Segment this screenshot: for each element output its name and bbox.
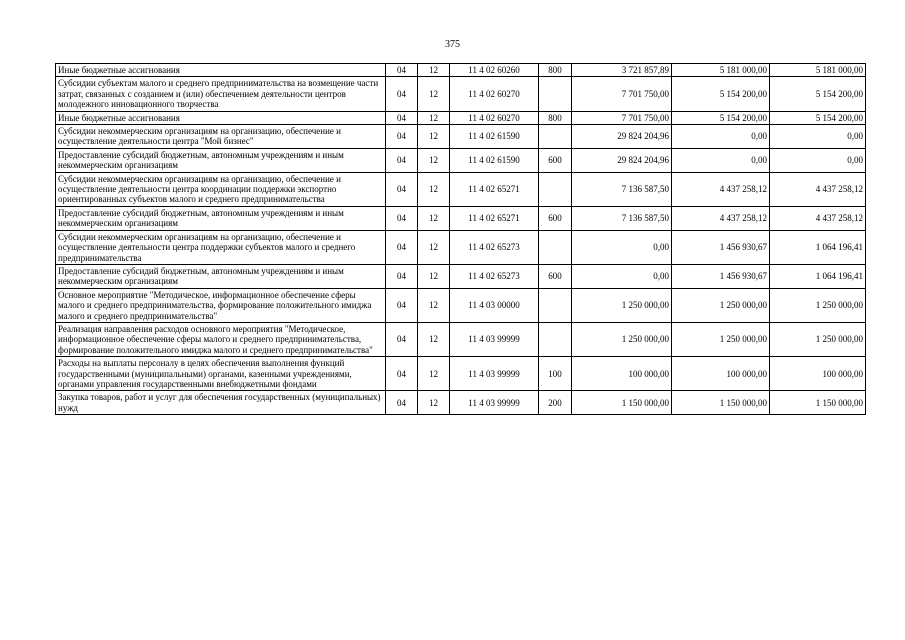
expense-name-cell: Иные бюджетные ассигнования	[56, 111, 386, 124]
expense-name-cell: Субсидии некоммерческим организациям на организацию, обеспечение и осуществление деятельности центра поддержки субъектов малого и среднего предпринимательства	[56, 230, 386, 264]
expense-type-code-cell	[539, 77, 572, 111]
expense-type-code-cell: 800	[539, 64, 572, 77]
table-row	[56, 264, 866, 288]
amount-year3-cell: 0,00	[770, 148, 866, 172]
amount-year1-cell: 1 250 000,00	[572, 322, 672, 356]
amount-year2-cell: 1 456 930,67	[672, 264, 770, 288]
table-row	[56, 206, 866, 230]
section-code-cell: 04	[386, 206, 418, 230]
expense-type-code-cell: 800	[539, 111, 572, 124]
target-item-code-cell: 11 4 02 65273	[450, 264, 539, 288]
amount-year1-cell: 29 824 204,96	[572, 125, 672, 149]
amount-year1-cell: 100 000,00	[572, 357, 672, 391]
amount-year2-cell: 100 000,00	[672, 357, 770, 391]
subsection-code-cell: 12	[418, 125, 450, 149]
section-code-cell: 04	[386, 391, 418, 415]
table-row	[56, 391, 866, 415]
expense-name-cell: Основное мероприятие "Методическое, информационное обеспечение сферы малого и среднего предпринимательства, формирование положительного имиджа малого и среднего предпринимательства"	[56, 288, 386, 322]
amount-year2-cell: 5 154 200,00	[672, 77, 770, 111]
target-item-code-cell: 11 4 02 65271	[450, 206, 539, 230]
expense-type-code-cell	[539, 172, 572, 206]
expense-type-code-cell: 100	[539, 357, 572, 391]
table-row	[56, 64, 866, 77]
amount-year1-cell: 7 136 587,50	[572, 206, 672, 230]
target-item-code-cell: 11 4 02 60270	[450, 77, 539, 111]
section-code-cell: 04	[386, 322, 418, 356]
expense-type-code-cell: 600	[539, 264, 572, 288]
amount-year2-cell: 1 250 000,00	[672, 322, 770, 356]
table-body	[56, 64, 866, 415]
target-item-code-cell: 11 4 03 99999	[450, 322, 539, 356]
table-row	[56, 148, 866, 172]
target-item-code-cell: 11 4 02 60270	[450, 111, 539, 124]
amount-year2-cell: 5 181 000,00	[672, 64, 770, 77]
expense-type-code-cell	[539, 230, 572, 264]
amount-year3-cell: 4 437 258,12	[770, 206, 866, 230]
expense-name-cell: Реализация направления расходов основного мероприятия "Методическое, информационное обеспечение сферы малого и среднего предпринимательства, формирование положительного имиджа малого и среднего предпринимательства"	[56, 322, 386, 356]
amount-year1-cell: 0,00	[572, 264, 672, 288]
subsection-code-cell: 12	[418, 288, 450, 322]
amount-year3-cell: 0,00	[770, 125, 866, 149]
section-code-cell: 04	[386, 172, 418, 206]
target-item-code-cell: 11 4 02 65273	[450, 230, 539, 264]
expense-name-cell: Предоставление субсидий бюджетным, автономным учреждениям и иным некоммерческим организациям	[56, 206, 386, 230]
expense-type-code-cell: 200	[539, 391, 572, 415]
section-code-cell: 04	[386, 125, 418, 149]
expense-type-code-cell	[539, 125, 572, 149]
amount-year1-cell: 1 150 000,00	[572, 391, 672, 415]
subsection-code-cell: 12	[418, 264, 450, 288]
amount-year3-cell: 1 150 000,00	[770, 391, 866, 415]
amount-year2-cell: 1 250 000,00	[672, 288, 770, 322]
expense-name-cell: Закупка товаров, работ и услуг для обеспечения государственных (муниципальных) нужд	[56, 391, 386, 415]
amount-year2-cell: 4 437 258,12	[672, 206, 770, 230]
amount-year3-cell: 100 000,00	[770, 357, 866, 391]
expense-name-cell: Субсидии некоммерческим организациям на организацию, обеспечение и осуществление деятельности центра "Мой бизнес"	[56, 125, 386, 149]
section-code-cell: 04	[386, 230, 418, 264]
subsection-code-cell: 12	[418, 148, 450, 172]
table-row	[56, 288, 866, 322]
target-item-code-cell: 11 4 03 99999	[450, 357, 539, 391]
amount-year2-cell: 1 150 000,00	[672, 391, 770, 415]
amount-year2-cell: 5 154 200,00	[672, 111, 770, 124]
amount-year1-cell: 3 721 857,89	[572, 64, 672, 77]
table-row	[56, 172, 866, 206]
amount-year1-cell: 0,00	[572, 230, 672, 264]
subsection-code-cell: 12	[418, 172, 450, 206]
subsection-code-cell: 12	[418, 322, 450, 356]
expense-name-cell: Предоставление субсидий бюджетным, автономным учреждениям и иным некоммерческим организациям	[56, 264, 386, 288]
expense-name-cell: Иные бюджетные ассигнования	[56, 64, 386, 77]
subsection-code-cell: 12	[418, 357, 450, 391]
amount-year2-cell: 4 437 258,12	[672, 172, 770, 206]
amount-year3-cell: 1 064 196,41	[770, 230, 866, 264]
section-code-cell: 04	[386, 264, 418, 288]
section-code-cell: 04	[386, 77, 418, 111]
amount-year1-cell: 7 701 750,00	[572, 111, 672, 124]
expense-type-code-cell: 600	[539, 148, 572, 172]
amount-year2-cell: 0,00	[672, 125, 770, 149]
budget-table	[55, 63, 866, 415]
amount-year1-cell: 29 824 204,96	[572, 148, 672, 172]
table-row	[56, 111, 866, 124]
section-code-cell: 04	[386, 111, 418, 124]
subsection-code-cell: 12	[418, 206, 450, 230]
expense-name-cell: Предоставление субсидий бюджетным, автономным учреждениям и иным некоммерческим организациям	[56, 148, 386, 172]
target-item-code-cell: 11 4 02 65271	[450, 172, 539, 206]
section-code-cell: 04	[386, 288, 418, 322]
expense-type-code-cell: 600	[539, 206, 572, 230]
target-item-code-cell: 11 4 02 60260	[450, 64, 539, 77]
table-row	[56, 125, 866, 149]
amount-year3-cell: 5 154 200,00	[770, 77, 866, 111]
target-item-code-cell: 11 4 02 61590	[450, 148, 539, 172]
amount-year1-cell: 7 701 750,00	[572, 77, 672, 111]
page-number: 375	[445, 39, 460, 50]
section-code-cell: 04	[386, 357, 418, 391]
expense-name-cell: Субсидии субъектам малого и среднего предпринимательства на возмещение части затрат, связанных с созданием и (или) обеспечением деятельности центров молодежного инновационного творчества	[56, 77, 386, 111]
amount-year3-cell: 1 250 000,00	[770, 288, 866, 322]
amount-year3-cell: 4 437 258,12	[770, 172, 866, 206]
amount-year2-cell: 0,00	[672, 148, 770, 172]
subsection-code-cell: 12	[418, 111, 450, 124]
table-row	[56, 322, 866, 356]
target-item-code-cell: 11 4 03 99999	[450, 391, 539, 415]
amount-year1-cell: 7 136 587,50	[572, 172, 672, 206]
section-code-cell: 04	[386, 148, 418, 172]
subsection-code-cell: 12	[418, 391, 450, 415]
expense-name-cell: Расходы на выплаты персоналу в целях обеспечения выполнения функций государственными (муниципальными) органами, казенными учреждениями, органами управления государственными внебюджетными фондами	[56, 357, 386, 391]
target-item-code-cell: 11 4 03 00000	[450, 288, 539, 322]
amount-year3-cell: 1 064 196,41	[770, 264, 866, 288]
subsection-code-cell: 12	[418, 77, 450, 111]
section-code-cell: 04	[386, 64, 418, 77]
amount-year3-cell: 5 154 200,00	[770, 111, 866, 124]
table-row	[56, 230, 866, 264]
target-item-code-cell: 11 4 02 61590	[450, 125, 539, 149]
amount-year3-cell: 5 181 000,00	[770, 64, 866, 77]
expense-type-code-cell	[539, 288, 572, 322]
amount-year1-cell: 1 250 000,00	[572, 288, 672, 322]
table-row	[56, 357, 866, 391]
table-row	[56, 77, 866, 111]
expense-name-cell: Субсидии некоммерческим организациям на организацию, обеспечение и осуществление деятельности центра координации поддержки экспортно ориентированных субъектов малого и среднего предпринимательства	[56, 172, 386, 206]
amount-year2-cell: 1 456 930,67	[672, 230, 770, 264]
expense-type-code-cell	[539, 322, 572, 356]
subsection-code-cell: 12	[418, 230, 450, 264]
amount-year3-cell: 1 250 000,00	[770, 322, 866, 356]
subsection-code-cell: 12	[418, 64, 450, 77]
